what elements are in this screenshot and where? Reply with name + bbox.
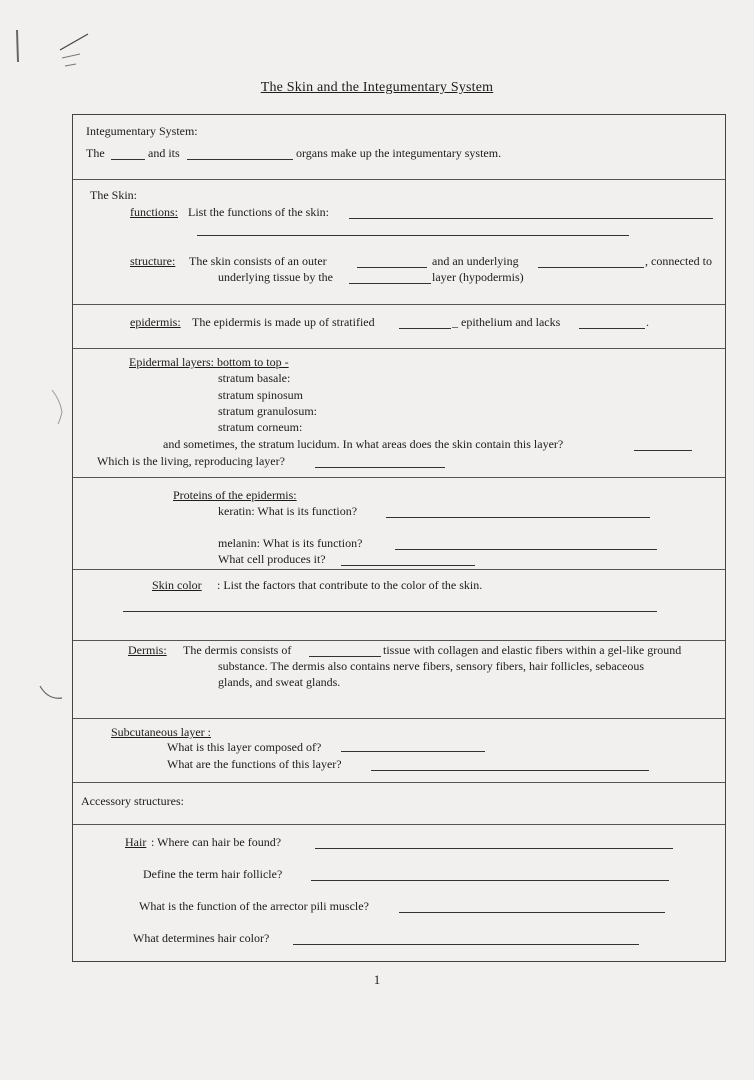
dermis-text: substance. The dermis also contains nerve fibers, sensory fibers, hair follicles, sebaceous (218, 659, 644, 673)
answer-line[interactable] (341, 751, 485, 752)
period: . (646, 315, 649, 329)
layer-item: stratum spinosum (218, 388, 304, 402)
structure-text: The skin consists of an outer (189, 254, 327, 268)
section-heading: Accessory structures: (81, 794, 184, 808)
page-number: 1 (373, 972, 381, 987)
hair-question: : Where can hair be found? (151, 835, 282, 849)
text-and-underlying: and an underlying (432, 254, 519, 268)
dermis-text: glands, and sweat glands. (218, 675, 341, 689)
answer-line[interactable] (123, 611, 657, 612)
hair-label: Hair (125, 835, 147, 849)
blank-line[interactable] (357, 267, 427, 268)
layer-item: stratum corneum: (218, 420, 303, 434)
answer-line[interactable] (399, 912, 665, 913)
text-connected-to: , connected to (645, 254, 712, 268)
answer-line[interactable] (395, 549, 657, 550)
living-layer-question: Which is the living, reproducing layer? (97, 454, 285, 468)
subcutaneous-label: Subcutaneous layer : (111, 725, 211, 739)
answer-line[interactable] (386, 517, 650, 518)
section-heading: Integumentary System: (86, 124, 198, 138)
answer-line[interactable] (315, 848, 673, 849)
layer-item: stratum granulosum: (218, 404, 317, 418)
composed-question: What is this layer composed of? (167, 740, 322, 754)
functions-question: What are the functions of this layer? (167, 757, 342, 771)
page-title: The Skin and the Integumentary System (260, 80, 494, 95)
structure-label: structure: (130, 254, 176, 268)
text-underlying-tissue: underlying tissue by the (218, 270, 333, 284)
answer-line[interactable] (349, 218, 713, 219)
section-epidermis (73, 304, 725, 349)
section-hair (73, 824, 725, 961)
lucidum-question: and sometimes, the stratum lucidum. In what areas does the skin contain this layer? (163, 437, 564, 451)
epidermis-label: epidermis: (130, 315, 181, 329)
section-the-skin (73, 179, 725, 305)
answer-line[interactable] (634, 450, 692, 451)
dermis-text: The dermis consists of (183, 643, 292, 657)
melanin-question: melanin: What is its function? (218, 536, 363, 550)
answer-line[interactable] (311, 880, 669, 881)
answer-line[interactable] (197, 235, 629, 236)
section-heading: The Skin: (90, 188, 137, 202)
section-epidermal-layers (73, 348, 725, 478)
hair-color-question: What determines hair color? (133, 931, 270, 945)
layer-item: stratum basale: (218, 371, 291, 385)
text-epithelium: _ epithelium and lacks (452, 315, 561, 329)
answer-line[interactable] (371, 770, 649, 771)
blank-line[interactable] (399, 328, 451, 329)
section-accessory (73, 782, 725, 825)
text-the: The (86, 146, 105, 160)
blank-line[interactable] (349, 283, 431, 284)
blank-line[interactable] (111, 159, 145, 160)
section-skin-color (73, 569, 725, 641)
section-heading: Epidermal layers: bottom to top - (129, 355, 289, 369)
section-integumentary-system (73, 115, 725, 180)
text-layer-hypodermis: layer (hypodermis) (432, 270, 524, 284)
functions-text: List the functions of the skin: (188, 205, 329, 219)
follicle-question: Define the term hair follicle? (143, 867, 283, 881)
dermis-label: Dermis: (128, 643, 167, 657)
section-proteins (73, 477, 725, 570)
worksheet-box (72, 114, 726, 962)
skin-color-text: : List the factors that contribute to the color of the skin. (217, 578, 483, 592)
section-subcutaneous (73, 718, 725, 783)
blank-line[interactable] (309, 656, 381, 657)
functions-label: functions: (130, 205, 178, 219)
keratin-question: keratin: What is its function? (218, 504, 358, 518)
text-and-its: and its (148, 146, 180, 160)
blank-line[interactable] (187, 159, 293, 160)
epidermis-text: The epidermis is made up of stratified (192, 315, 375, 329)
cell-question: What cell produces it? (218, 552, 326, 566)
blank-line[interactable] (579, 328, 645, 329)
arrector-question: What is the function of the arrector pili muscle? (139, 899, 369, 913)
answer-line[interactable] (315, 467, 445, 468)
section-dermis (73, 640, 725, 719)
dermis-text: tissue with collagen and elastic fibers within a gel-like ground (383, 643, 682, 657)
blank-line[interactable] (538, 267, 644, 268)
section-heading: Proteins of the epidermis: (173, 488, 297, 502)
text-organs: organs make up the integumentary system. (296, 146, 502, 160)
pencil-scribble-mark (10, 22, 100, 82)
margin-marks (0, 380, 70, 720)
skin-color-label: Skin color (152, 578, 202, 592)
answer-line[interactable] (341, 565, 475, 566)
answer-line[interactable] (293, 944, 639, 945)
